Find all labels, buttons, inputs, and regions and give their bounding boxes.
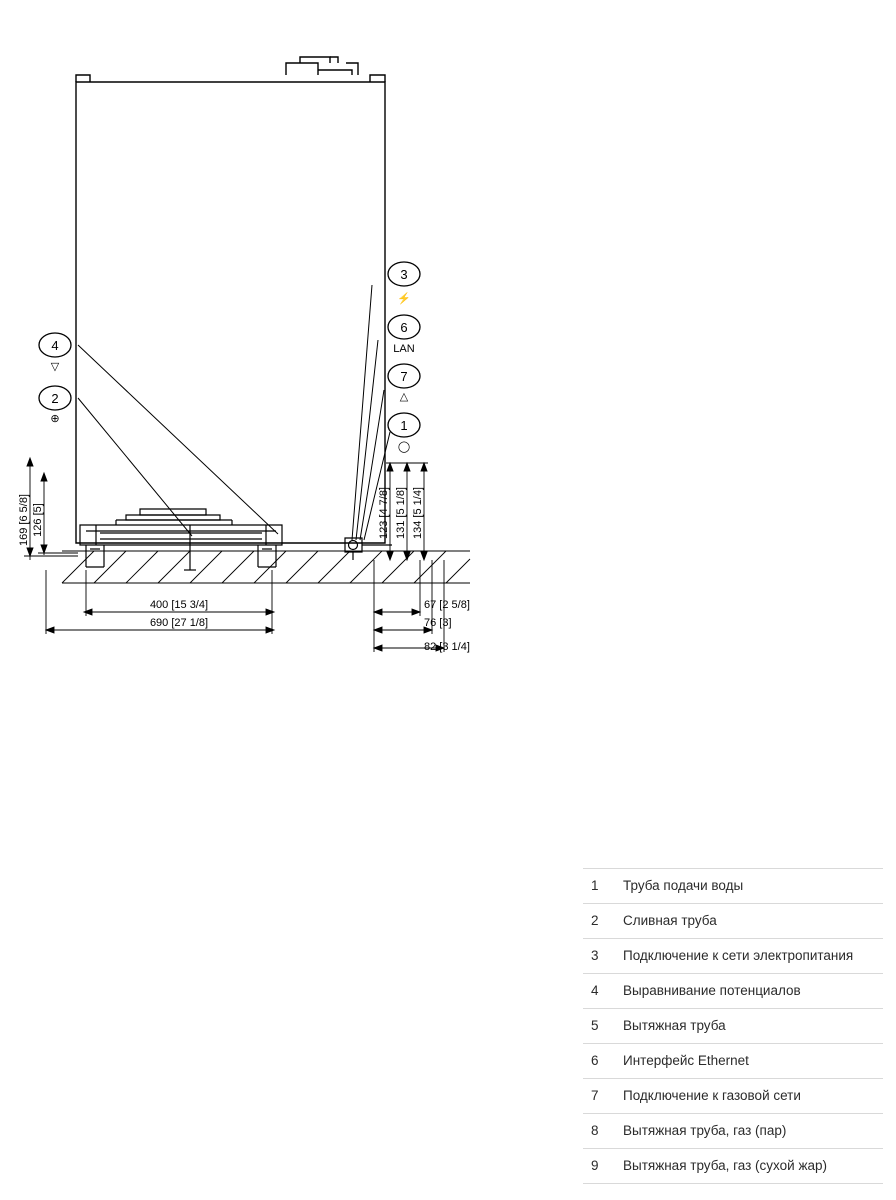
leader-lines-left — [78, 345, 278, 536]
callout-4-number: 4 — [51, 338, 59, 353]
dim-169: 169 [6 5/8] — [18, 494, 30, 546]
dim-131: 131 [5 1/8] — [395, 487, 407, 539]
lan-label: LAN — [393, 343, 415, 355]
circle-icon: ◯ — [397, 441, 411, 453]
legend-label: Подключение к газовой сети — [623, 1088, 801, 1103]
callout-6[interactable] — [388, 315, 420, 355]
legend-label: Сливная труба — [623, 913, 717, 928]
base-detail — [80, 509, 282, 570]
legend-number: 4 — [591, 983, 599, 998]
legend-number: 9 — [591, 1158, 599, 1173]
technical-drawing — [0, 0, 560, 700]
drain-icon: ⊕ — [50, 413, 60, 425]
list-item — [583, 939, 883, 974]
dim-126: 126 [5] — [32, 503, 44, 537]
legend-number: 7 — [591, 1088, 599, 1103]
dim-67: 67 [2 5/8] — [424, 599, 470, 611]
callout-7[interactable] — [388, 364, 420, 403]
lightning-bolt-icon: ⚡ — [397, 293, 411, 305]
list-item — [583, 1079, 883, 1114]
callout-7-number: 7 — [400, 369, 408, 384]
legend-label: Интерфейс Ethernet — [623, 1053, 749, 1068]
list-item — [583, 868, 883, 904]
dim-400: 400 [15 3/4] — [149, 599, 209, 611]
callout-3[interactable] — [388, 262, 420, 305]
dim-134: 134 [5 1/4] — [412, 487, 424, 539]
list-item — [583, 1114, 883, 1149]
legend-label: Вытяжная труба, газ (сухой жар) — [623, 1158, 827, 1173]
legend-label: Труба подачи воды — [623, 878, 744, 893]
dim-82: 82 [3 1/4] — [424, 641, 470, 653]
legend-label: Выравнивание потенциалов — [623, 983, 801, 998]
callout-1[interactable] — [388, 413, 420, 453]
triangle-down-icon: ▽ — [50, 361, 60, 373]
legend-number: 6 — [591, 1053, 599, 1068]
dim-123: 123 [4 7/8] — [378, 487, 390, 539]
list-item — [583, 1009, 883, 1044]
list-item — [583, 1149, 883, 1184]
legend-number: 8 — [591, 1123, 599, 1138]
legend-number: 5 — [591, 1018, 599, 1033]
legend-label: Вытяжная труба — [623, 1018, 726, 1033]
legend-number: 1 — [591, 878, 599, 893]
dim-690: 690 [27 1/8] — [149, 617, 209, 629]
callout-3-number: 3 — [400, 267, 408, 282]
callout-4[interactable] — [39, 333, 71, 373]
list-item — [583, 974, 883, 1009]
callout-1-number: 1 — [400, 418, 408, 433]
legend-label: Подключение к сети электропитания — [623, 948, 854, 963]
callout-2-number: 2 — [51, 391, 59, 406]
legend-label: Вытяжная труба, газ (пар) — [623, 1123, 787, 1138]
legend-number: 3 — [591, 948, 599, 963]
callout-6-number: 6 — [400, 320, 408, 335]
legend-table — [583, 868, 883, 1184]
list-item — [583, 1044, 883, 1079]
list-item — [583, 904, 883, 939]
dim-76: 76 [3] — [424, 617, 452, 629]
callout-2[interactable] — [39, 386, 71, 425]
triangle-up-icon: △ — [399, 391, 409, 403]
legend-number: 2 — [591, 913, 599, 928]
appliance-outline — [76, 57, 385, 543]
